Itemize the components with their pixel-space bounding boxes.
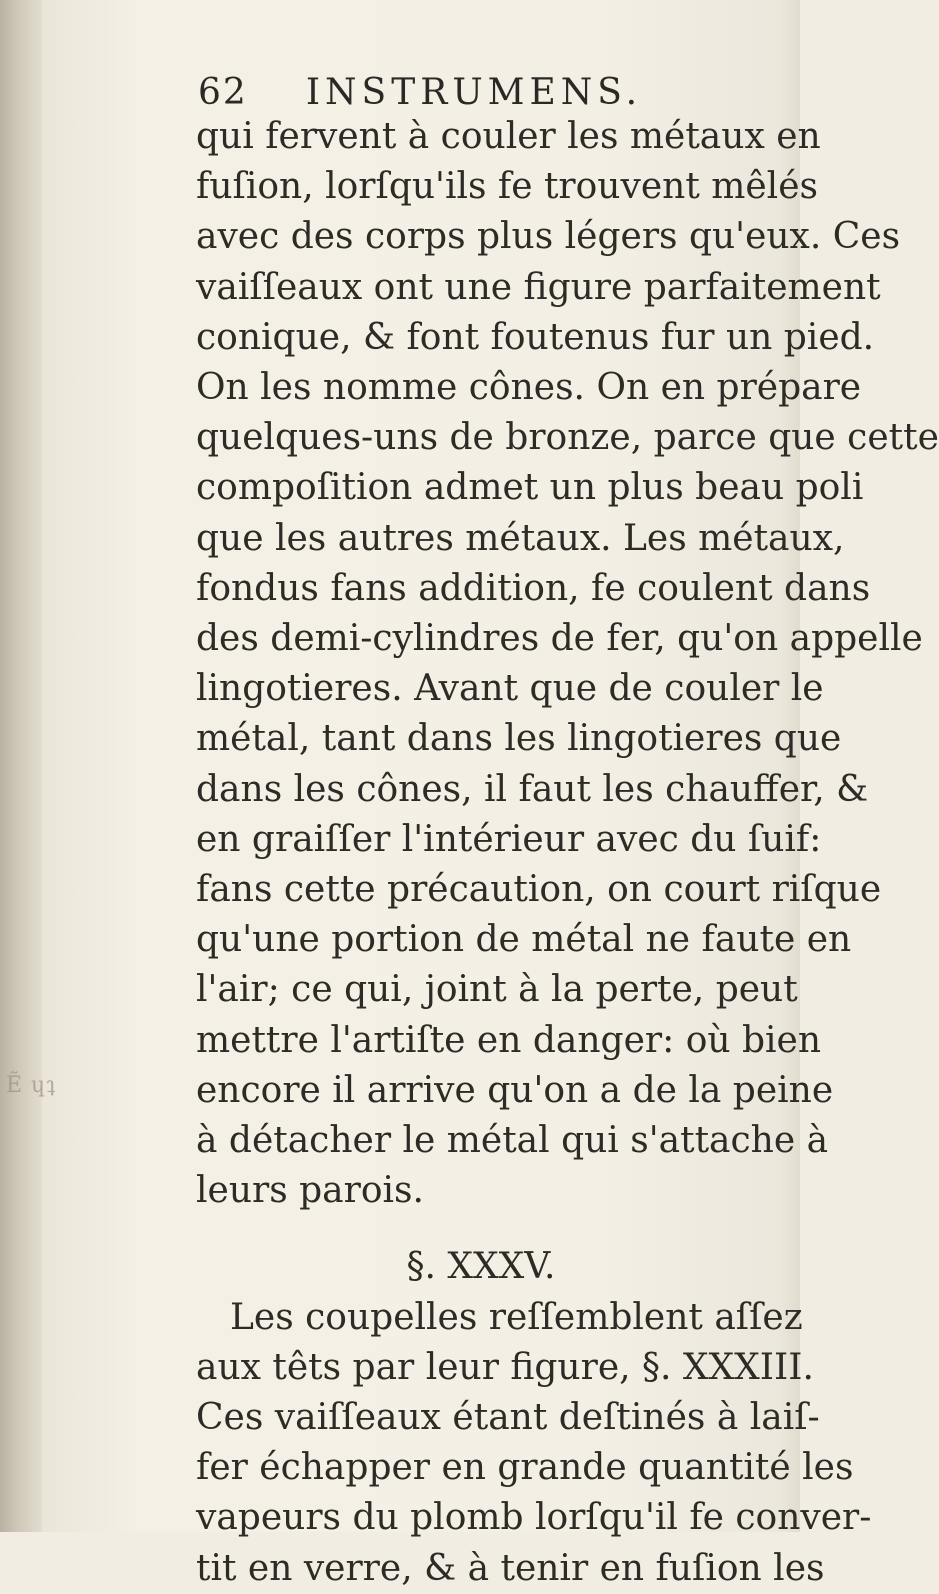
- bleed-through-text: Ẽ ɥʇ: [6, 1073, 57, 1098]
- text-line: que les autres métaux. Les métaux,: [196, 517, 845, 559]
- text-line: fondus fans addition, fe coulent dans: [196, 567, 871, 609]
- text-line: vapeurs du plomb lorſqu'il fe conver-: [196, 1497, 872, 1539]
- text-line: avec des corps plus légers qu'eux. Ces: [196, 216, 901, 258]
- text-line: Ces vaiſſeaux étant deſtinés à laiſ-: [196, 1397, 820, 1439]
- text-line: Les coupelles reſſemblent aſſez: [230, 1296, 803, 1338]
- text-line: qui fervent à couler les métaux en: [196, 116, 821, 157]
- text-line: quelques-uns de bronze, parce que cette: [196, 417, 939, 459]
- text-line: des demi-cylindres de fer, qu'on appelle: [196, 618, 923, 660]
- text-line: fer échapper en grande quantité les: [196, 1447, 854, 1489]
- text-line: métal, tant dans les lingotieres que: [196, 718, 842, 760]
- text-line: dans les cônes, il faut les chauffer, &: [196, 768, 869, 810]
- running-header: [198, 72, 642, 113]
- text-line: encore il arrive qu'on a de la peine: [196, 1069, 834, 1111]
- bleed-through-line: [196, 1216, 766, 1242]
- text-line: aux têts par leur figure, §. XXXIII.: [196, 1346, 814, 1388]
- body-text: [196, 112, 939, 1594]
- text-line: leurs parois.: [196, 1170, 424, 1212]
- text-line: mettre l'artiſte en danger: où bien: [196, 1019, 822, 1061]
- page-gutter: [0, 0, 42, 1532]
- section-heading: §. XXXV.: [406, 1246, 556, 1288]
- text-line: fans cette précaution, on court riſque: [196, 869, 882, 911]
- text-line: qu'une portion de métal ne faute en: [196, 919, 852, 961]
- running-title: INSTRUMENS.: [305, 72, 643, 113]
- text-line: à détacher le métal qui s'attache à: [196, 1120, 829, 1162]
- text-line: lingotieres. Avant que de couler le: [196, 668, 824, 710]
- text-line: vaiſſeaux ont une figure parfaitement: [196, 266, 881, 308]
- text-line: fuſion, lorſqu'ils fe trouvent mêlés: [196, 166, 818, 208]
- text-line: l'air; ce qui, joint à la perte, peut: [196, 969, 798, 1011]
- text-line: conique, & font foutenus fur un pied.: [196, 316, 875, 358]
- text-line: compoſition admet un plus beau poli: [196, 467, 864, 509]
- text-line: tit en verre, & à tenir en fuſion les: [196, 1547, 825, 1589]
- page-number: 62: [198, 72, 248, 113]
- text-line: On les nomme cônes. On en prépare: [196, 367, 862, 409]
- text-line: en graiſſer l'intérieur avec du ſuif:: [196, 818, 822, 860]
